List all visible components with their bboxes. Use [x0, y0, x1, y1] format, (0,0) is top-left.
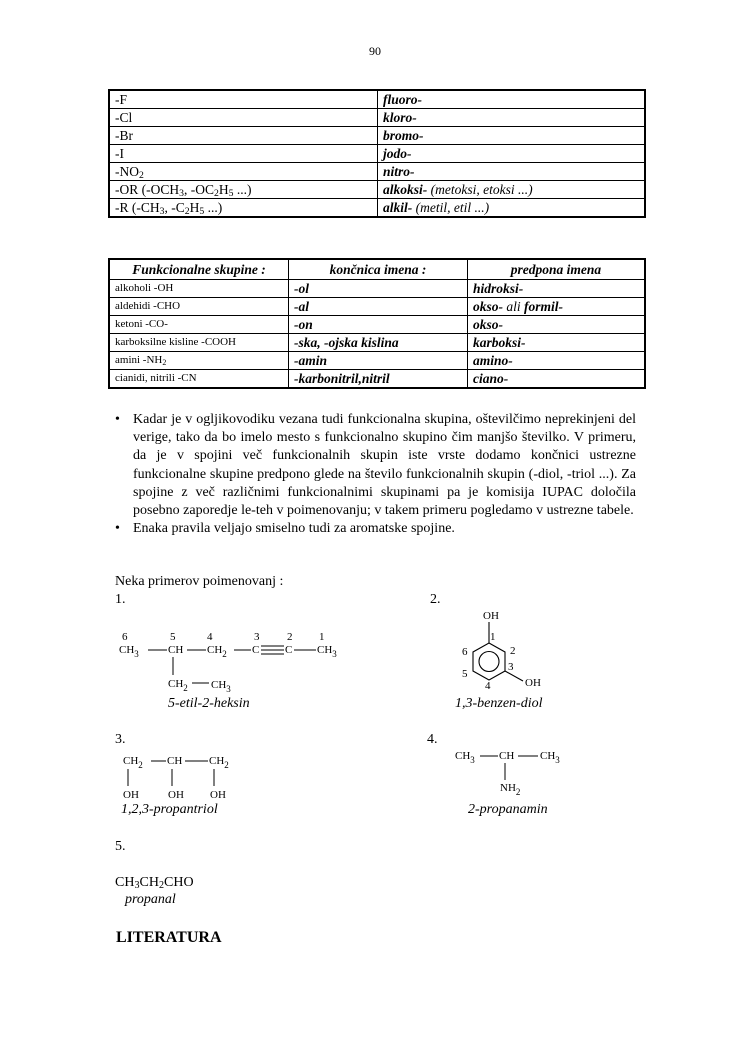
atom-c: C	[252, 644, 260, 656]
substituent-group: -OR ($-OCH_3$, $-OC_2H_5$ ...)	[109, 181, 378, 199]
name-prefix: okso- ali formil-	[468, 298, 646, 316]
functional-group-row	[109, 352, 645, 370]
example-4-number: 4.	[427, 732, 438, 747]
name-suffix: -ol	[289, 280, 468, 298]
substituent-prefix: alkoksi- (metoksi, etoksi ...)	[378, 181, 646, 199]
substituent-row	[109, 109, 645, 127]
locant: 3	[254, 631, 260, 643]
atom-ch2: $CH_2$	[209, 755, 229, 770]
examples-intro: Neka primerov poimenovanj :	[115, 574, 284, 589]
functional-group-name: ketoni -CO-	[109, 316, 289, 334]
bullet-symbol: •	[115, 521, 120, 537]
example-3-name: 1,2,3-propantriol	[121, 802, 218, 817]
substituent-group: -Br	[109, 127, 378, 145]
substituent-row	[109, 145, 645, 163]
bullet-item	[113, 411, 636, 520]
header-suffix: končnica imena :	[289, 259, 468, 280]
substituent-group: -F	[109, 90, 378, 109]
example-5-name: propanal	[125, 892, 176, 907]
structure-2-propanamin	[452, 745, 582, 800]
bullet-symbol: •	[115, 412, 120, 427]
atom-ch3: $CH_3$	[455, 750, 475, 765]
structure-5-etil-2-heksin	[110, 625, 370, 700]
locant: 6	[122, 631, 128, 643]
example-5-formula: $CH_3CH_2CHO$	[115, 875, 194, 891]
name-suffix: -on	[289, 316, 468, 334]
substituent-table	[108, 89, 646, 218]
example-2-name: 1,3-benzen-diol	[455, 696, 543, 711]
name-suffix: -amin	[289, 352, 468, 370]
locant: 1	[319, 631, 325, 643]
name-prefix: karboksi-	[468, 334, 646, 352]
functional-group-name: alkoholi -OH	[109, 280, 289, 298]
atom-nh2: $NH_2$	[500, 782, 521, 797]
atom-ch2: $CH_2$	[168, 678, 188, 693]
example-4-name: 2-propanamin	[468, 802, 548, 817]
section-heading: LITERATURA	[116, 929, 222, 946]
substituent-group: -I	[109, 145, 378, 163]
substituent-prefix: kloro-	[378, 109, 646, 127]
name-prefix: okso-	[468, 316, 646, 334]
locant: 5	[170, 631, 176, 643]
substituent-group: $-NO_2$	[109, 163, 378, 181]
functional-group-name: cianidi, nitrili -CN	[109, 370, 289, 389]
name-suffix: -ska, -ojska kislina	[289, 334, 468, 352]
name-prefix: ciano-	[468, 370, 646, 389]
substituent-row	[109, 163, 645, 181]
atom-ch3: $CH_3$	[540, 750, 560, 765]
rules-list	[113, 411, 636, 538]
atom-ch: CH	[168, 644, 184, 656]
atom-oh: OH	[168, 789, 184, 801]
atom-oh: OH	[210, 789, 226, 801]
atom-oh: OH	[123, 789, 139, 801]
functional-group-name: amini $-NH_2$	[109, 352, 289, 370]
atom-c: C	[285, 644, 293, 656]
substituent-prefix: bromo-	[378, 127, 646, 145]
table-header-row	[109, 259, 645, 280]
aromatic-circle	[479, 652, 499, 672]
functional-group-row	[109, 334, 645, 352]
name-prefix: hidroksi-	[468, 280, 646, 298]
substituent-group: -Cl	[109, 109, 378, 127]
substituent-group: -R ($-CH_3$, $-C_2H_5$ ...)	[109, 199, 378, 218]
substituent-prefix: fluoro-	[378, 90, 646, 109]
atom-ch2: $CH_2$	[123, 755, 143, 770]
atom-ch: CH	[167, 755, 183, 767]
atom-oh: OH	[525, 677, 541, 689]
substituent-prefix: alkil- (metil, etil ...)	[378, 199, 646, 218]
header-functional-groups: Funkcionalne skupine :	[109, 259, 289, 280]
substituent-prefix: nitro-	[378, 163, 646, 181]
atom-ch3: $CH_3$	[317, 644, 337, 659]
locant: 3	[508, 661, 514, 673]
example-5-number: 5.	[115, 839, 126, 854]
name-prefix: amino-	[468, 352, 646, 370]
atom-ch3: $CH_3$	[119, 644, 139, 659]
structure-1-2-3-propantriol	[115, 750, 255, 802]
atom-oh: OH	[483, 610, 499, 622]
bullet-text: Enaka pravila veljajo smiselno tudi za aromatske spojine.	[133, 521, 455, 537]
functional-group-table	[108, 258, 646, 389]
example-3-number: 3.	[115, 732, 126, 747]
structure-1-3-benzen-diol	[455, 605, 555, 695]
locant: 4	[485, 680, 491, 692]
example-2-number: 2.	[430, 592, 441, 607]
atom-ch2: $CH_2$	[207, 644, 227, 659]
benzene-ring	[473, 643, 505, 680]
example-1-number: 1.	[115, 592, 126, 607]
page-number: 90	[369, 44, 381, 58]
substituent-row	[109, 90, 645, 109]
bond	[505, 671, 523, 681]
substituent-row	[109, 127, 645, 145]
name-suffix: -al	[289, 298, 468, 316]
atom-ch3: $CH_3$	[211, 679, 231, 694]
substituent-prefix: jodo-	[378, 145, 646, 163]
locant: 6	[462, 646, 468, 658]
functional-group-name: karboksilne kisline -COOH	[109, 334, 289, 352]
functional-group-row	[109, 370, 645, 389]
substituent-row	[109, 181, 645, 199]
bullet-text: Kadar je v ogljikovodiku vezana tudi funkcionalna skupina, oštevilčimo neprekinjeni del verige, tako da bo imelo mesto s funkcionalno skupino čim manjšo številko. V primeru, da je v spojini več funkcionalnih skupin iste vrste dodamo končnici ustrezne funkcionalne skupine predpono glede na število funkcionalnih skupin (-diol, -triol ...). Za spojine z več različnimi funkcionalnimi skupinami pa je komisija IUPAC določila posebno zaporedje le-teh v poimenovanju; v takem primeru pogledamo v ustrezne tabele.	[133, 412, 636, 519]
name-suffix: -karbonitril,nitril	[289, 370, 468, 389]
locant: 2	[287, 631, 293, 643]
header-prefix: predpona imena	[468, 259, 646, 280]
bullet-item	[113, 520, 636, 538]
functional-group-name: aldehidi -CHO	[109, 298, 289, 316]
example-1-name: 5-etil-2-heksin	[168, 696, 250, 711]
functional-group-row	[109, 316, 645, 334]
functional-group-row	[109, 280, 645, 298]
locant: 2	[510, 645, 516, 657]
functional-group-row	[109, 298, 645, 316]
atom-ch: CH	[499, 750, 515, 762]
locant: 1	[490, 631, 496, 643]
substituent-row	[109, 199, 645, 218]
locant: 4	[207, 631, 213, 643]
locant: 5	[462, 668, 468, 680]
